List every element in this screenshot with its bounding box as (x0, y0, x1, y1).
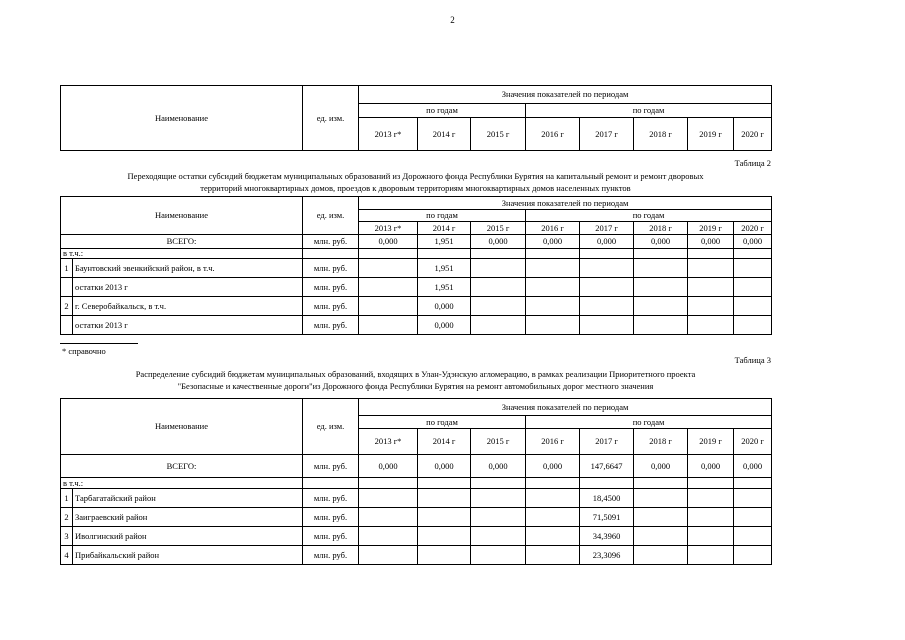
col-header-year: 2019 г (688, 118, 734, 151)
table-row (61, 297, 772, 316)
col-header-values: Значения показателей по периодам (359, 197, 772, 210)
value-cell: 71,5091 (580, 508, 634, 527)
value-cell: 0,000 (580, 235, 634, 249)
value-cell: 0,000 (471, 455, 526, 478)
value-cell (734, 316, 772, 335)
value-cell (734, 546, 772, 565)
col-header-name: Наименование (61, 86, 303, 151)
value-cell (634, 278, 688, 297)
row-number (61, 316, 73, 335)
value-cell (580, 297, 634, 316)
table-row (61, 508, 772, 527)
value-cell (359, 297, 418, 316)
value-cell: 0,000 (526, 455, 580, 478)
row-number: 3 (61, 527, 73, 546)
value-cell (734, 527, 772, 546)
col-header-year: 2015 г (471, 222, 526, 235)
col-header-year: 2013 г* (359, 429, 418, 455)
incl-label: в т.ч.: (61, 249, 303, 259)
value-cell (634, 508, 688, 527)
value-cell (471, 297, 526, 316)
col-header-by-years: по годам (526, 210, 772, 222)
col-header-year: 2016 г (526, 222, 580, 235)
value-cell (580, 259, 634, 278)
col-header-by-years: по годам (359, 416, 526, 429)
value-cell (418, 527, 471, 546)
col-header-year: 2019 г (688, 429, 734, 455)
empty-cell (580, 249, 634, 259)
value-cell (526, 508, 580, 527)
value-cell: 0,000 (734, 235, 772, 249)
value-cell (526, 316, 580, 335)
col-header-year: 2020 г (734, 429, 772, 455)
value-cell (359, 259, 418, 278)
empty-cell (471, 249, 526, 259)
incl-label: в т.ч.: (61, 478, 303, 489)
value-cell (526, 489, 580, 508)
value-cell: 0,000 (634, 235, 688, 249)
value-cell (359, 508, 418, 527)
value-cell (634, 546, 688, 565)
value-cell: 147,6647 (580, 455, 634, 478)
total-label: ВСЕГО: (61, 235, 303, 249)
footnote: * справочно (62, 346, 106, 356)
value-cell (418, 508, 471, 527)
empty-cell (303, 249, 359, 259)
unit-cell: млн. руб. (303, 489, 359, 508)
value-cell (688, 546, 734, 565)
table-row (61, 546, 772, 565)
row-name: Заиграевский район (73, 508, 303, 527)
value-cell: 0,000 (418, 455, 471, 478)
value-cell: 18,4500 (580, 489, 634, 508)
table-row (61, 259, 772, 278)
col-header-year: 2014 г (418, 429, 471, 455)
row-name: Баунтовский эвенкийский район, в т.ч. (73, 259, 303, 278)
value-cell (526, 278, 580, 297)
header-row (61, 399, 772, 416)
empty-cell (303, 478, 359, 489)
empty-cell (688, 478, 734, 489)
empty-cell (471, 478, 526, 489)
row-name: Иволгинский район (73, 527, 303, 546)
value-cell (734, 259, 772, 278)
empty-cell (526, 249, 580, 259)
value-cell (580, 316, 634, 335)
empty-cell (526, 478, 580, 489)
value-cell: 1,951 (418, 235, 471, 249)
total-row (61, 455, 772, 478)
table2-title-line2: территорий многоквартирных домов, проездов к дворовым территориям многоквартирных домов населенных пунктов (200, 183, 631, 193)
footnote-rule (60, 343, 138, 344)
empty-cell (734, 249, 772, 259)
table2-label: Таблица 2 (734, 158, 771, 168)
page-number: 2 (450, 15, 455, 25)
unit-cell: млн. руб. (303, 527, 359, 546)
unit-cell: млн. руб. (303, 508, 359, 527)
value-cell (418, 489, 471, 508)
value-cell (526, 259, 580, 278)
value-cell (734, 297, 772, 316)
row-name: Прибайкальский район (73, 546, 303, 565)
table3-title-line1: Распределение субсидий бюджетам муниципальных образований, входящих в Улан-Удэнскую агломерацию, в рамках реализации Приоритетного проекта (135, 369, 696, 379)
value-cell: 0,000 (418, 297, 471, 316)
col-header-year: 2017 г (580, 222, 634, 235)
empty-cell (580, 478, 634, 489)
value-cell (526, 546, 580, 565)
unit-cell: млн. руб. (303, 455, 359, 478)
incl-row (61, 478, 772, 489)
col-header-year: 2014 г (418, 222, 471, 235)
empty-cell (634, 478, 688, 489)
value-cell: 0,000 (471, 235, 526, 249)
table-row (61, 316, 772, 335)
table-row (61, 278, 772, 297)
value-cell (688, 278, 734, 297)
col-header-by-years: по годам (526, 104, 772, 118)
value-cell (471, 489, 526, 508)
value-cell: 0,000 (359, 235, 418, 249)
table-row (61, 489, 772, 508)
table3-title-line2: "Безопасные и качественные дороги"из Дорожного фонда Республики Бурятия на ремонт автомобильных дорог местного значения (177, 381, 654, 391)
row-number: 4 (61, 546, 73, 565)
row-name: г. Северобайкальск, в т.ч. (73, 297, 303, 316)
col-header-year: 2013 г* (359, 222, 418, 235)
row-name: остатки 2013 г (73, 278, 303, 297)
header-row (61, 197, 772, 210)
value-cell: 0,000 (359, 455, 418, 478)
total-label: ВСЕГО: (61, 455, 303, 478)
col-header-year: 2017 г (580, 118, 634, 151)
col-header-year: 2016 г (526, 429, 580, 455)
unit-cell: млн. руб. (303, 235, 359, 249)
col-header-values: Значения показателей по периодам (359, 399, 772, 416)
col-header-unit: ед. изм. (303, 197, 359, 235)
table3-label: Таблица 3 (734, 355, 771, 365)
row-number: 2 (61, 508, 73, 527)
value-cell (471, 508, 526, 527)
row-number (61, 278, 73, 297)
table2 (60, 196, 772, 335)
value-cell (359, 278, 418, 297)
col-header-year: 2018 г (634, 118, 688, 151)
empty-cell (359, 478, 418, 489)
value-cell (418, 546, 471, 565)
col-header-year: 2018 г (634, 429, 688, 455)
col-header-by-years: по годам (526, 416, 772, 429)
col-header-name: Наименование (61, 399, 303, 455)
total-row (61, 235, 772, 249)
value-cell (634, 259, 688, 278)
value-cell: 0,000 (688, 235, 734, 249)
header-row (61, 86, 772, 104)
value-cell (734, 278, 772, 297)
value-cell (688, 259, 734, 278)
col-header-values: Значения показателей по периодам (359, 86, 772, 104)
value-cell (688, 527, 734, 546)
row-number: 2 (61, 297, 73, 316)
value-cell: 0,000 (526, 235, 580, 249)
value-cell (526, 297, 580, 316)
value-cell (471, 316, 526, 335)
value-cell (471, 259, 526, 278)
value-cell (688, 489, 734, 508)
empty-cell (634, 249, 688, 259)
row-name: Тарбагатайский район (73, 489, 303, 508)
col-header-unit: ед. изм. (303, 399, 359, 455)
col-header-year: 2017 г (580, 429, 634, 455)
value-cell (688, 508, 734, 527)
col-header-year: 2015 г (471, 118, 526, 151)
row-number: 1 (61, 259, 73, 278)
empty-cell (688, 249, 734, 259)
col-header-year: 2016 г (526, 118, 580, 151)
value-cell: 0,000 (734, 455, 772, 478)
value-cell (359, 546, 418, 565)
row-name: остатки 2013 г (73, 316, 303, 335)
value-cell (688, 297, 734, 316)
table3 (60, 398, 772, 565)
col-header-year: 2015 г (471, 429, 526, 455)
value-cell (734, 508, 772, 527)
value-cell: 34,3960 (580, 527, 634, 546)
value-cell (359, 527, 418, 546)
value-cell (359, 316, 418, 335)
unit-cell: млн. руб. (303, 297, 359, 316)
unit-cell: млн. руб. (303, 259, 359, 278)
unit-cell: млн. руб. (303, 316, 359, 335)
value-cell (526, 527, 580, 546)
value-cell (471, 278, 526, 297)
value-cell: 0,000 (634, 455, 688, 478)
col-header-year: 2020 г (734, 118, 772, 151)
col-header-year: 2020 г (734, 222, 772, 235)
value-cell (634, 316, 688, 335)
col-header-name: Наименование (61, 197, 303, 235)
value-cell (734, 489, 772, 508)
unit-cell: млн. руб. (303, 546, 359, 565)
incl-row (61, 249, 772, 259)
empty-cell (418, 249, 471, 259)
value-cell (634, 527, 688, 546)
value-cell: 1,951 (418, 278, 471, 297)
empty-cell (359, 249, 418, 259)
value-cell (471, 546, 526, 565)
col-header-by-years: по годам (359, 104, 526, 118)
col-header-year: 2014 г (418, 118, 471, 151)
table-row (61, 527, 772, 546)
col-header-by-years: по годам (359, 210, 526, 222)
value-cell (359, 489, 418, 508)
value-cell: 23,3096 (580, 546, 634, 565)
row-number: 1 (61, 489, 73, 508)
col-header-unit: ед. изм. (303, 86, 359, 151)
unit-cell: млн. руб. (303, 278, 359, 297)
value-cell (688, 316, 734, 335)
table2-title-line1: Переходящие остатки субсидий бюджетам муниципальных образований из Дорожного фонда Республики Бурятия на капитальный ремонт и ремонт дворовых (127, 171, 704, 181)
value-cell: 0,000 (418, 316, 471, 335)
header-table (60, 85, 772, 151)
col-header-year: 2018 г (634, 222, 688, 235)
empty-cell (418, 478, 471, 489)
value-cell: 1,951 (418, 259, 471, 278)
value-cell (471, 527, 526, 546)
col-header-year: 2019 г (688, 222, 734, 235)
value-cell (634, 489, 688, 508)
empty-cell (734, 478, 772, 489)
value-cell: 0,000 (688, 455, 734, 478)
value-cell (634, 297, 688, 316)
value-cell (580, 278, 634, 297)
col-header-year: 2013 г* (359, 118, 418, 151)
